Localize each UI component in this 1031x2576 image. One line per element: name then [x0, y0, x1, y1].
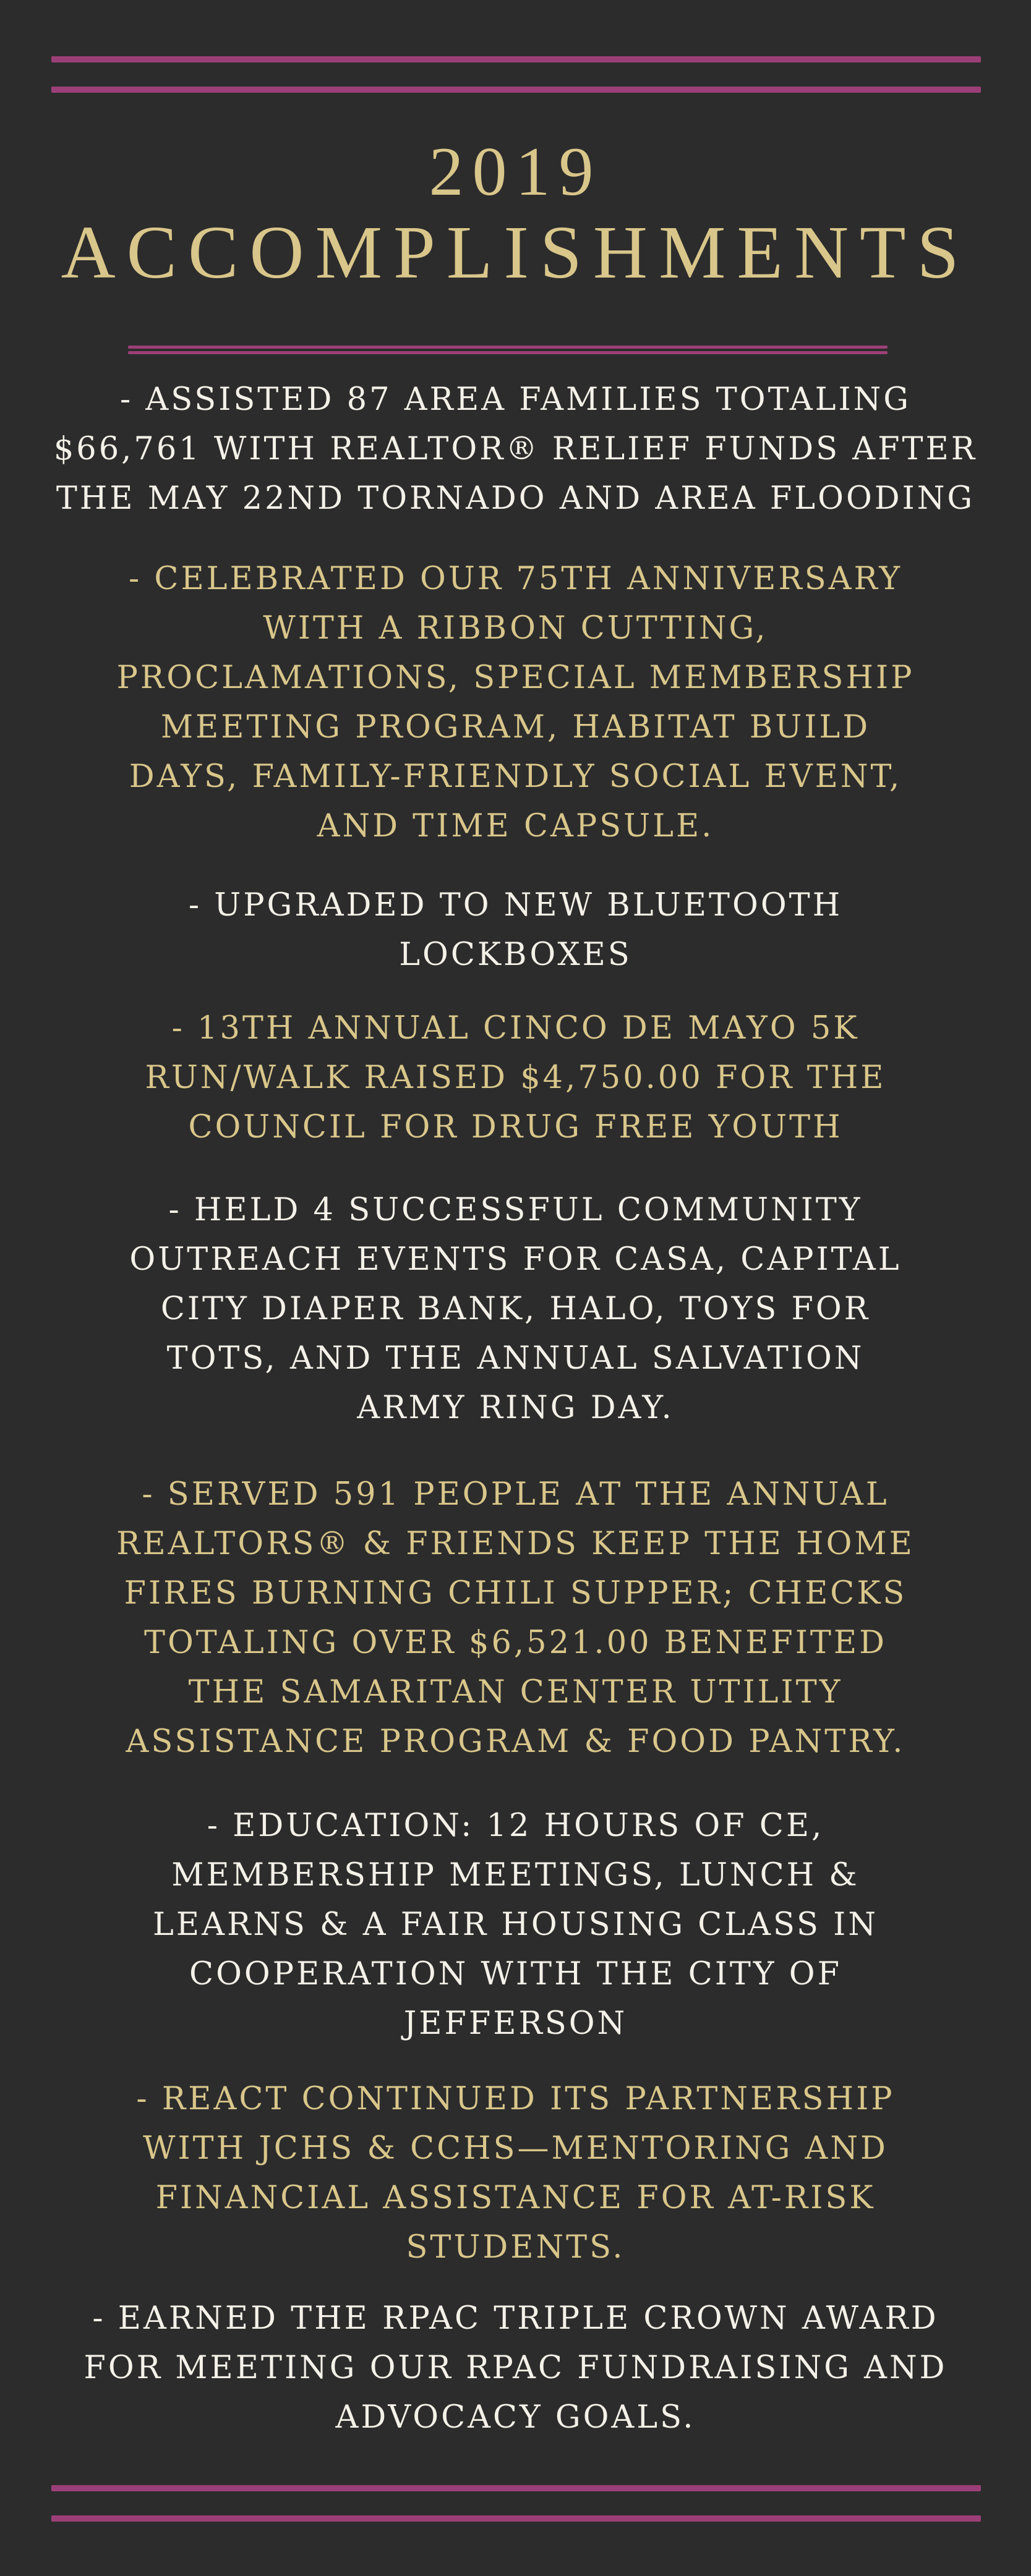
list-item-community-outreach: - HELD 4 SUCCESSFUL COMMUNITY OUTREACH EVENTS FOR CASA, CAPITAL CITY DIAPER BANK, HALO, TOYS FOR TOTS, AND THE ANNUAL SALVATION ARMY RING DAY. [129, 1192, 902, 1426]
title-divider-line-1 [128, 346, 888, 349]
title-divider-line-2 [128, 351, 888, 354]
list-item-75th-anniversary: - CELEBRATED OUR 75TH ANNIVERSARY WITH A RIBBON CUTTING, PROCLAMATIONS, SPECIAL MEMBERSHIP MEETING PROGRAM, HABITAT BUILD DAYS, FAMILY-FRIENDLY SOCIAL EVENT, AND TIME CAPSULE. [116, 561, 915, 844]
list-item-relief-funds: - ASSISTED 87 AREA FAMILIES TOTALING $66,761 WITH REALTOR® RELIEF FUNDS AFTER THE MAY 22ND TORNADO AND AREA FLOODING [53, 381, 978, 517]
title-year: 2019 [429, 134, 602, 210]
list-item-bluetooth-lockboxes: - UPGRADED TO NEW BLUETOOTH LOCKBOXES [188, 887, 843, 973]
top-divider-line-2 [51, 87, 981, 93]
list-item-chili-supper: - SERVED 591 PEOPLE AT THE ANNUAL REALTORS® & FRIENDS KEEP THE HOME FIRES BURNING CHILI SUPPER; CHECKS TOTALING OVER $6,521.00 BENEFITED THE SAMARITAN CENTER UTILITY ASSISTANCE PROGRAM & FOOD PANTRY. [116, 1476, 915, 1760]
bottom-divider-line-1 [51, 2485, 981, 2491]
page-title: ACCOMPLISHMENTS [61, 211, 970, 294]
bottom-divider-line-2 [51, 2515, 981, 2522]
list-item-education: - EDUCATION: 12 HOURS OF CE, MEMBERSHIP MEETINGS, LUNCH & LEARNS & A FAIR HOUSING CLASS IN COOPERATION WITH THE CITY OF JEFFERSON [153, 1808, 878, 2042]
list-item-cinco-de-mayo-5k: - 13TH ANNUAL CINCO DE MAYO 5K RUN/WALK RAISED $4,750.00 FOR THE COUNCIL FOR DRUG FREE YOUTH [145, 1010, 886, 1146]
list-item-react-partnership: - REACT CONTINUED ITS PARTNERSHIP WITH JCHS & CCHS—MENTORING AND FINANCIAL ASSISTANCE FOR AT-RISK STUDENTS. [136, 2081, 895, 2266]
top-divider-line-1 [51, 56, 981, 62]
list-item-rpac-award: - EARNED THE RPAC TRIPLE CROWN AWARD FOR MEETING OUR RPAC FUNDRAISING AND ADVOCACY GOALS. [83, 2300, 948, 2436]
